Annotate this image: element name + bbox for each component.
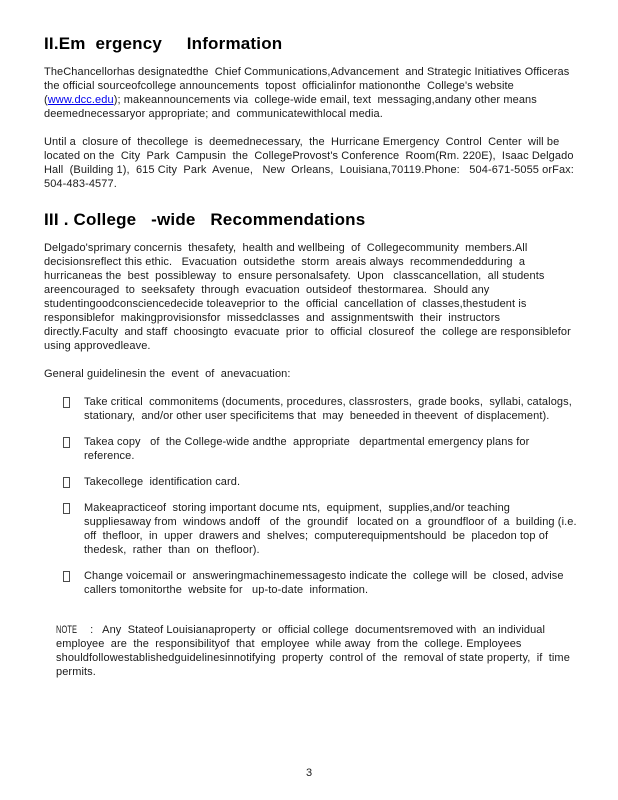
list-item-text: Makeapracticeof storing important docume nts, equipment, supplies,and/or teaching suppliesaway from windows andoff of the groundif located on a groundfloor of a building (i.e. off thefloor, in upper drawers and shelves; computerequipmentshould be placedon top of thedesk, rather than on thefloor). — [84, 502, 583, 556]
paragraph-announcements-text-before: TheChancellorhas designatedthe Chief Communications,Advancement and Strategic Initiatives Officeras the official sourceofcollege announcements topost officialinfor mationonthe College's website ( — [44, 66, 576, 106]
bullet-square-icon — [63, 477, 70, 488]
list-item — [62, 569, 577, 597]
list-item — [62, 501, 583, 557]
page-number: 3 — [305, 767, 313, 779]
note-label: NOTE — [56, 624, 78, 636]
paragraph-control-center: Until a closure of thecollege is deemednecessary, the Hurricane Emergency Control Center will be located on the City Park Campusin the CollegeProvost's Conference Room(Rm. 220E), Isaac Delgado Hall (Building 1), 615 City Park Avenue, New Orleans, Louisiana,70119.Phone: 504-671-5055 orFax: 504-483-4577. — [44, 136, 584, 190]
paragraph-guidelines-intro: General guidelinesin the event of anevacuation: — [44, 368, 291, 380]
list-item — [62, 395, 577, 423]
list-item-text: Change voicemail or answeringmachinemessagesto indicate the college will be closed, advise callers tomonitorthe website for up-to-date information. — [84, 570, 567, 596]
note-text: : Any Stateof Louisianaproperty or official college documentsremoved with an individual employee are the responsibilityof that employee while away from the college. Employees shouldfollowestablishedguidelinesinnotifying property control of the removal of state property, if time permits. — [56, 624, 574, 678]
bullet-square-icon — [63, 437, 70, 448]
list-item — [62, 475, 577, 489]
paragraph-announcements-text-after: ); makeannouncements via college-wide email, text messaging,andany other means deemednecessaryor appropriate; and communicatewithlocal media. — [44, 94, 541, 120]
bullet-square-icon — [63, 571, 70, 582]
dcc-website-link[interactable]: www.dcc.edu — [47, 94, 114, 106]
list-item-text: Take critical commonitems (documents, procedures, classrosters, grade books, syllabi, catalogs, stationary, and/or other user specificitems that may beneeded in theevent of displacement). — [84, 396, 576, 422]
list-item-text: Takecollege identification card. — [84, 476, 241, 488]
document-content — [44, 34, 584, 679]
bullet-square-icon — [63, 397, 70, 408]
section-heading-college-wide-recommendations: III . College -wide Recommendations — [44, 210, 366, 229]
bullet-square-icon — [63, 503, 70, 514]
list-item — [62, 435, 577, 463]
guidelines-list — [62, 395, 583, 597]
paragraph-announcements — [44, 65, 577, 121]
paragraph-recommendations: Delgado'sprimary concernis thesafety, health and wellbeing of Collegecommunity members.All decisionsreflect this ethic. Evacuation outsidethe storm areais always recommendedduring a hurricaneas the best possibleway to ensure personalsafety. Upon classcancellation, all students areencouraged to seeksafety through evacuation outsideof thestormarea. Should any studentingoodconsciencedecide toleaveprior to the official cancellation of classes,thestudent is responsiblefor makingprovisionsfor missedclasses and assignmentswith their instructors directly.Faculty and staff choosingto evacuate prior to official closureof the college are responsiblefor using approvedleave. — [44, 242, 574, 352]
note-paragraph — [56, 623, 577, 679]
list-item-text: Takea copy of the College-wide andthe appropriate departmental emergency plans for reference. — [84, 436, 533, 462]
section-heading-emergency-information: II.Em ergency Information — [44, 34, 283, 53]
